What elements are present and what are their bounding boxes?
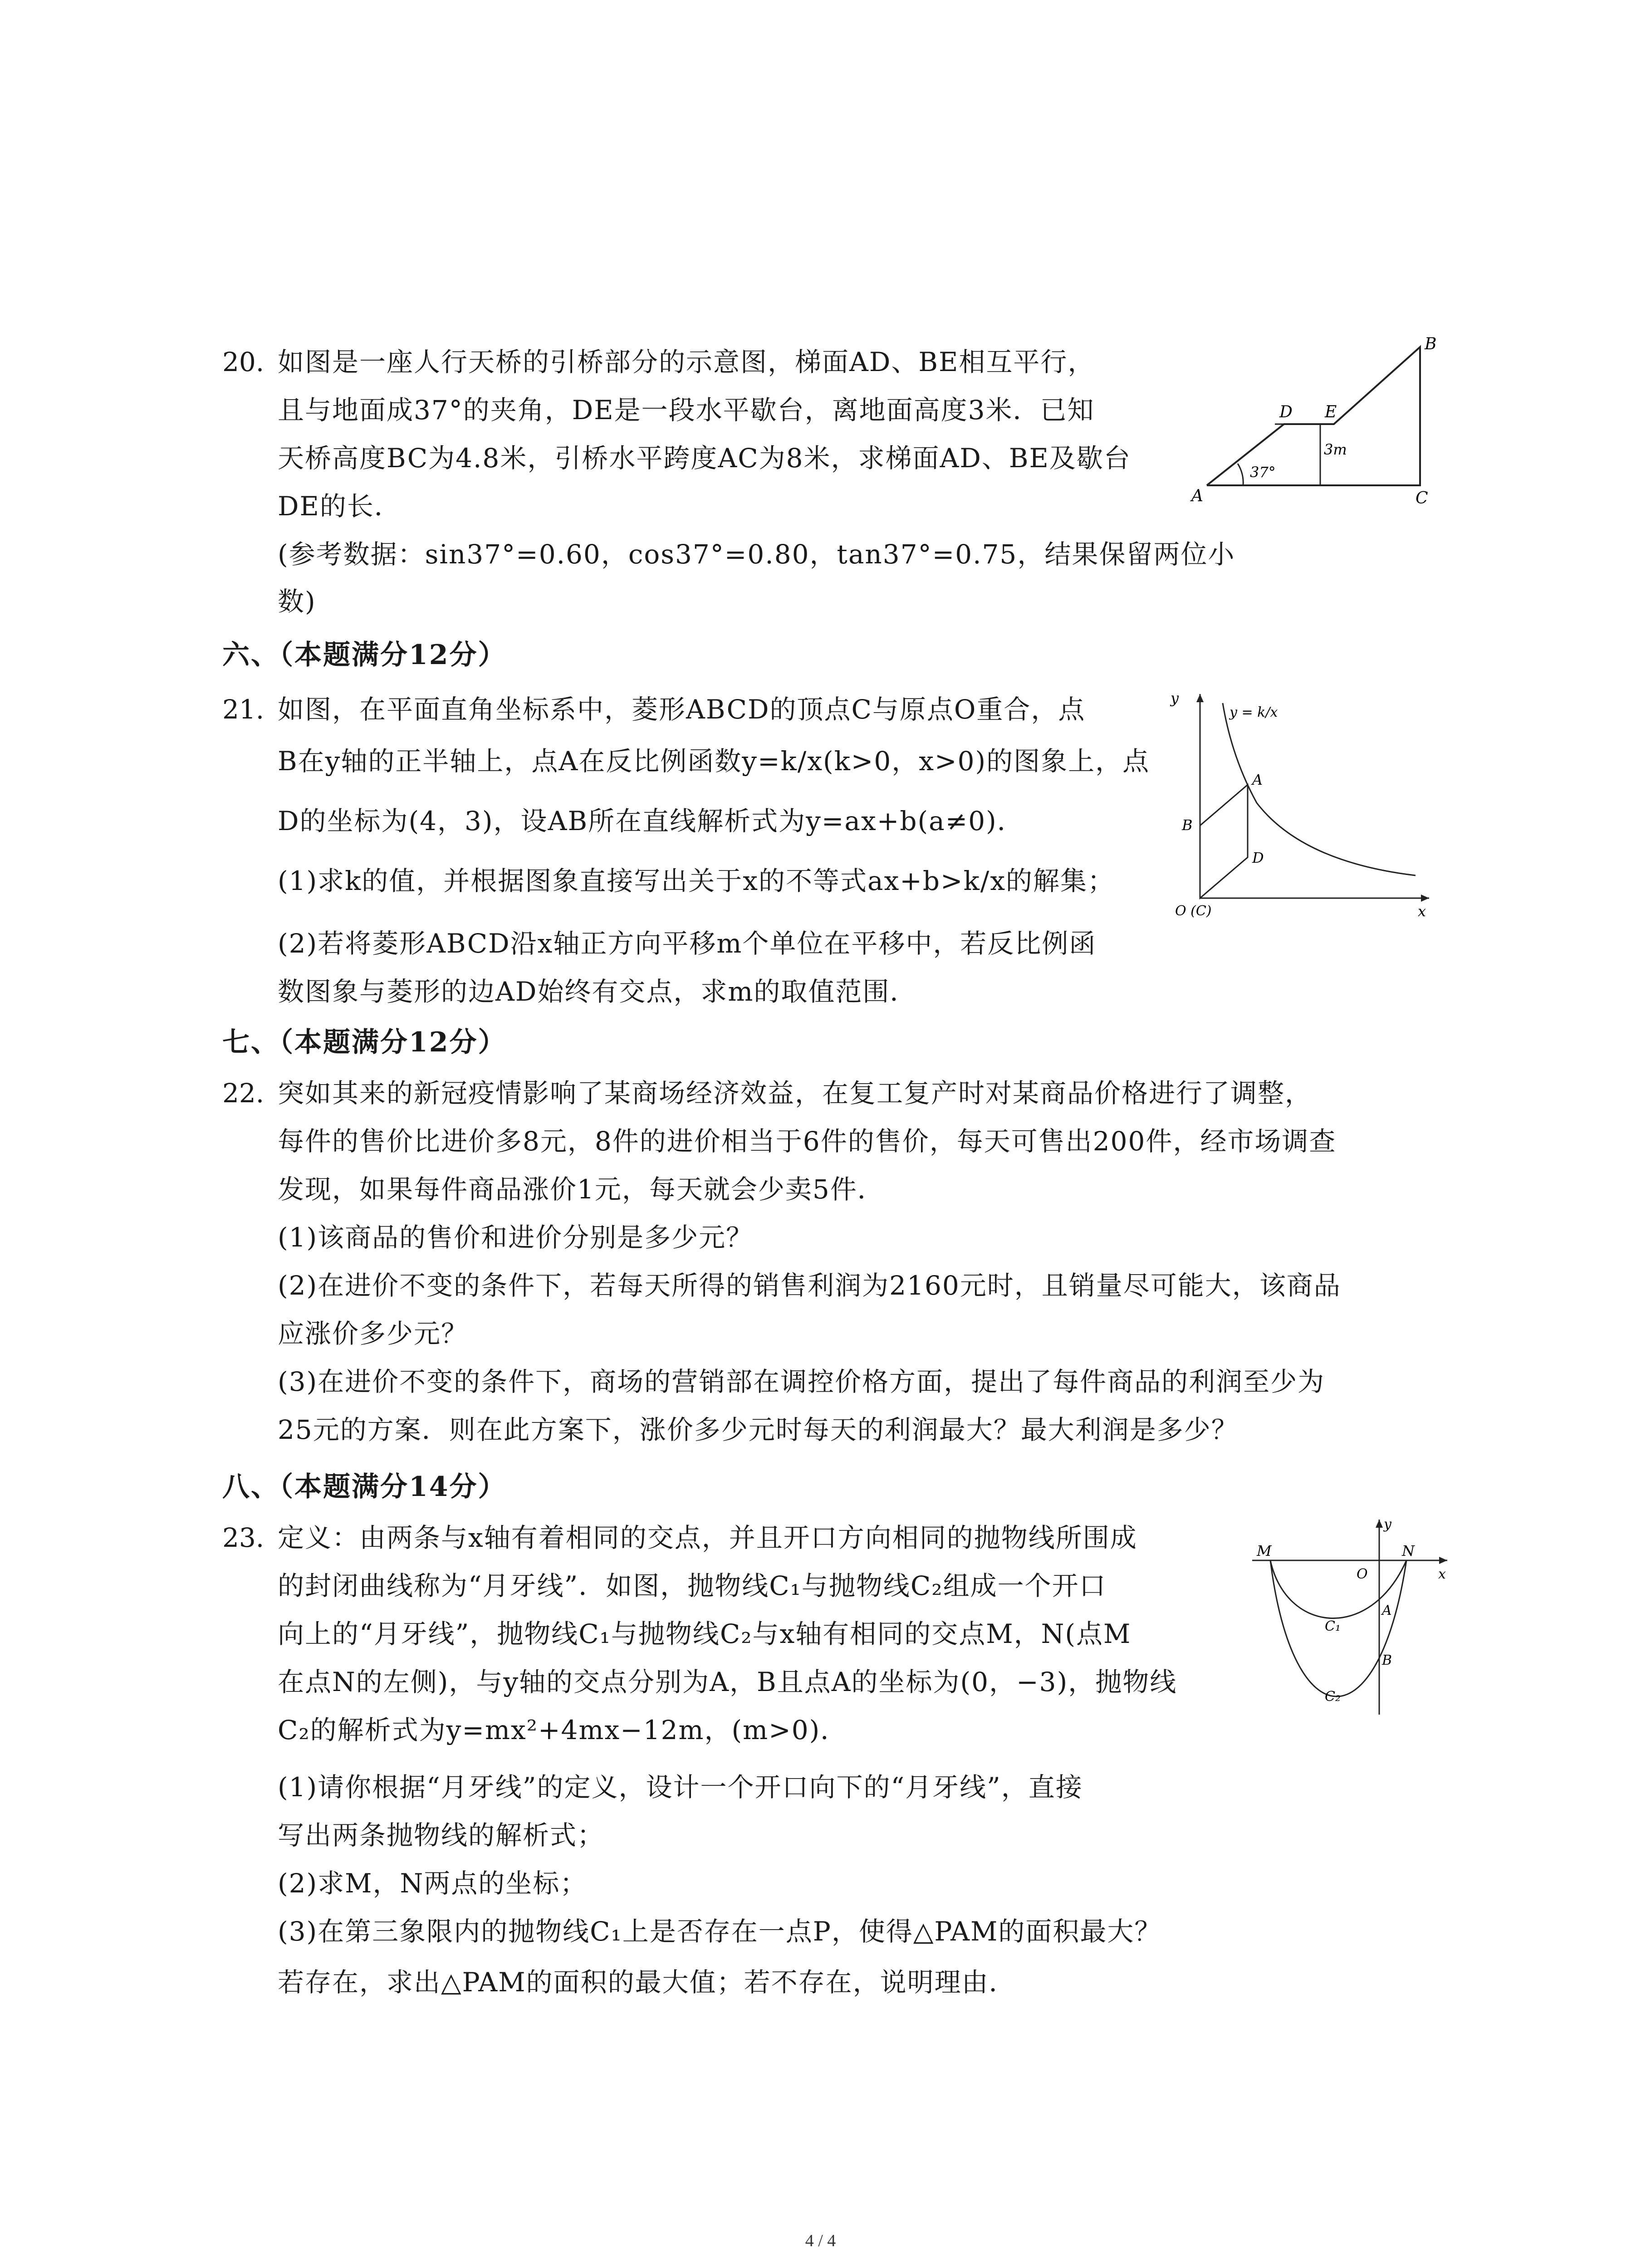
q21-y-axis-label: y	[1171, 689, 1179, 707]
q23-line-6: (1)请你根据“月牙线”的定义，设计一个开口向下的“月牙线”，直接	[278, 1772, 1083, 1803]
q23-point-a: A	[1382, 1603, 1392, 1618]
q23-origin-label: O	[1357, 1566, 1368, 1582]
q20-number: 20.	[222, 347, 265, 377]
q20-point-c: C	[1416, 489, 1428, 508]
q21-point-d: D	[1252, 849, 1264, 866]
q23-line-10: 若存在，求出△PAM的面积的最大值；若不存在，说明理由．	[278, 1967, 1016, 1998]
q22-line-4: (1)该商品的售价和进价分别是多少元？	[278, 1222, 754, 1253]
q20-line-5: (参考数据：sin37°=0.60，cos37°=0.80，tan37°=0.75，结果保留两位小	[278, 539, 1235, 570]
q20-point-e: E	[1325, 403, 1337, 421]
section-8-heading: 八、（本题满分14分）	[222, 1471, 507, 1503]
q22-number: 22.	[222, 1078, 265, 1109]
q23-line-2: 的封闭曲线称为“月牙线”．如图，抛物线C₁与抛物线C₂组成一个开口	[278, 1570, 1107, 1601]
q21-number: 21.	[222, 694, 265, 725]
q21-line-4: (1)求k的值，并根据图象直接写出关于x的不等式ax+b>k/x的解集；	[278, 865, 1115, 896]
q23-line-4: 在点N的左侧)，与y轴的交点分别为A，B且点A的坐标为(0，−3)，抛物线	[278, 1667, 1177, 1697]
q20-line-6: 数)	[278, 586, 316, 617]
q23-line-9: (3)在第三象限内的抛物线C₁上是否存在一点P，使得△PAM的面积最大？	[278, 1916, 1162, 1947]
q23-number: 23.	[222, 1522, 265, 1553]
q23-line-1: 定义：由两条与x轴有着相同的交点，并且开口方向相同的抛物线所围成	[278, 1522, 1137, 1553]
q21-origin-label: O (C)	[1175, 903, 1212, 919]
page-number: 4 / 4	[805, 2231, 836, 2250]
q21-function-label: y = k/x	[1230, 704, 1278, 720]
q23-x-axis-label: x	[1438, 1566, 1446, 1582]
q22-line-3: 发现，如果每件商品涨价1元，每天就会少卖5件．	[278, 1174, 885, 1205]
q20-line-2: 且与地面成37°的夹角，DE是一段水平歇台，离地面高度3米．已知	[278, 395, 1095, 425]
q21-line-5: (2)若将菱形ABCD沿x轴正方向平移m个单位在平移中，若反比例函	[278, 928, 1097, 959]
q23-line-7: 写出两条抛物线的解析式；	[278, 1820, 605, 1851]
q23-curve-c2-label: C₂	[1325, 1689, 1341, 1705]
q22-line-6: 应涨价多少元？	[278, 1318, 469, 1349]
q23-point-n: N	[1402, 1542, 1415, 1559]
q22-line-8: 25元的方案．则在此方案下，涨价多少元时每天的利润最大？最大利润是多少？	[278, 1414, 1239, 1445]
q22-line-2: 每件的售价比进价多8元，8件的进价相当于6件的售价，每天可售出200件，经市场调查	[278, 1126, 1337, 1157]
q21-line-2: B在y轴的正半轴上，点A在反比例函数y=k/x(k>0，x>0)的图象上，点	[278, 746, 1150, 777]
q23-line-3: 向上的“月牙线”，抛物线C₁与抛物线C₂与x轴有相同的交点M，N(点M	[278, 1618, 1132, 1649]
q20-line-1: 如图是一座人行天桥的引桥部分的示意图，梯面AD、BE相互平行，	[278, 347, 1095, 377]
q20-height-label: 3m	[1324, 441, 1347, 458]
q20-line-4: DE的长．	[278, 491, 402, 522]
q23-curve-c1-label: C₁	[1325, 1618, 1341, 1634]
q20-angle-label: 37°	[1250, 464, 1276, 481]
q21-line-3: D的坐标为(4，3)，设AB所在直线解析式为y=ax+b(a≠0)．	[278, 806, 1024, 836]
q23-y-axis-label: y	[1384, 1516, 1391, 1532]
q22-line-1: 突如其来的新冠疫情影响了某商场经济效益，在复工复产时对某商品价格进行了调整，	[278, 1078, 1313, 1109]
q22-line-5: (2)在进价不变的条件下，若每天所得的销售利润为2160元时，且销量尽可能大，该商品	[278, 1270, 1341, 1301]
q20-point-d: D	[1279, 403, 1293, 421]
q20-point-a: A	[1191, 487, 1203, 505]
q21-line-1: 如图，在平面直角坐标系中，菱形ABCD的顶点C与原点O重合，点	[278, 694, 1086, 725]
q20-line-3: 天桥高度BC为4.8米，引桥水平跨度AC为8米，求梯面AD、BE及歇台	[278, 443, 1131, 474]
q22-line-7: (3)在进价不变的条件下，商场的营销部在调控价格方面，提出了每件商品的利润至少为	[278, 1366, 1325, 1397]
q23-line-5: C₂的解析式为y=mx²+4mx−12m，(m>0)．	[278, 1715, 848, 1745]
q20-point-b: B	[1425, 336, 1437, 353]
q21-point-b: B	[1182, 816, 1193, 834]
section-7-heading: 七、（本题满分12分）	[222, 1026, 507, 1058]
section-6-heading: 六、（本题满分12分）	[222, 639, 507, 671]
q21-line-6: 数图象与菱形的边AD始终有交点，求m的取值范围．	[278, 976, 917, 1007]
q23-line-8: (2)求M，N两点的坐标；	[278, 1868, 588, 1899]
q23-point-m: M	[1257, 1542, 1272, 1559]
q21-point-a: A	[1252, 771, 1263, 788]
q21-x-axis-label: x	[1418, 903, 1426, 920]
q20-bridge-figure	[1189, 336, 1443, 508]
q23-point-b: B	[1382, 1652, 1392, 1668]
q21-rhombus-figure	[1166, 685, 1438, 934]
q23-crescent-figure	[1243, 1510, 1452, 1719]
